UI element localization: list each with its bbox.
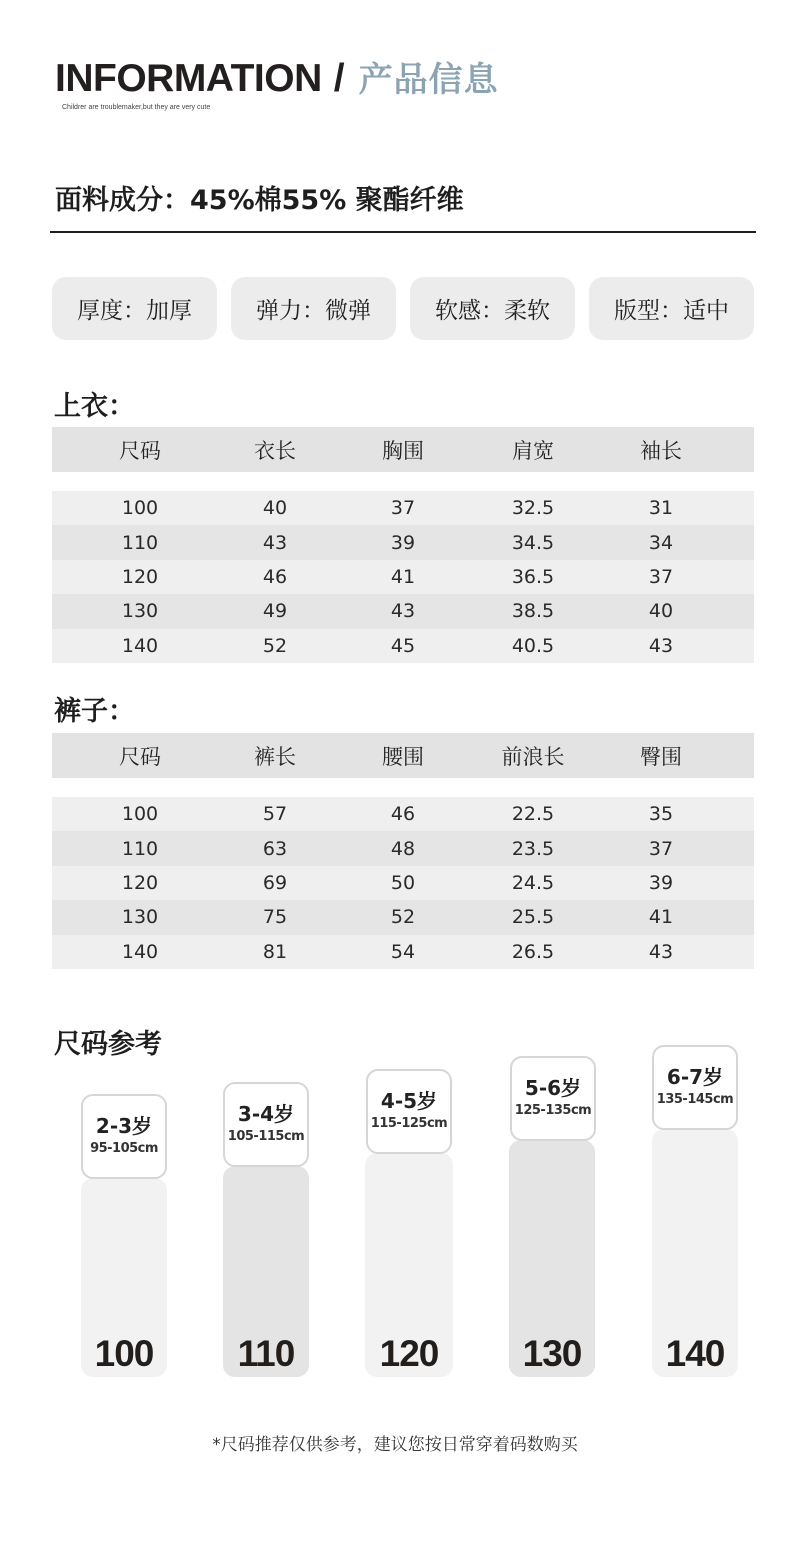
table-cell: 52 bbox=[262, 634, 288, 657]
size-bar-130 bbox=[509, 1140, 595, 1377]
column-header: 袖长 bbox=[640, 438, 682, 463]
size-bar-100 bbox=[81, 1178, 167, 1377]
top-section-title: 上衣： bbox=[54, 391, 135, 422]
table-cell: 140 bbox=[121, 940, 159, 963]
size-bar-110 bbox=[223, 1166, 309, 1377]
table-cell: 45 bbox=[390, 634, 416, 657]
table-row bbox=[52, 525, 754, 559]
table-cell: 31 bbox=[648, 497, 674, 520]
height-range: 105-115cm bbox=[227, 1129, 305, 1144]
table-cell: 38.5 bbox=[511, 600, 555, 623]
size-bubble-110 bbox=[223, 1082, 309, 1167]
size-reference-title: 尺码参考 bbox=[54, 1029, 162, 1060]
table-cell: 130 bbox=[121, 906, 159, 929]
table-cell: 43 bbox=[390, 600, 416, 623]
title-separator: / bbox=[333, 57, 345, 100]
table-cell: 69 bbox=[262, 871, 288, 894]
table-cell: 63 bbox=[262, 837, 288, 860]
column-header: 肩宽 bbox=[512, 438, 554, 463]
table-cell: 34 bbox=[648, 531, 674, 554]
table-cell: 41 bbox=[390, 565, 416, 588]
table-cell: 130 bbox=[121, 600, 159, 623]
size-bar-140 bbox=[652, 1129, 738, 1377]
table-cell: 75 bbox=[262, 906, 288, 929]
size-bar-label: 120 bbox=[379, 1333, 439, 1374]
table-cell: 22.5 bbox=[511, 803, 555, 826]
height-range: 125-135cm bbox=[514, 1103, 592, 1118]
column-header: 臀围 bbox=[640, 744, 682, 769]
table-cell: 46 bbox=[262, 565, 288, 588]
age-range: 4-5岁 bbox=[380, 1089, 438, 1113]
table-cell: 40.5 bbox=[511, 634, 555, 657]
table-row bbox=[52, 797, 754, 831]
column-header: 裤长 bbox=[254, 744, 296, 769]
column-header: 胸围 bbox=[382, 438, 424, 463]
table-header bbox=[52, 733, 754, 778]
header-subtitle: Childrer are troublemaker,but they are very cute bbox=[62, 104, 211, 111]
table-cell: 25.5 bbox=[511, 906, 555, 929]
size-bar-label: 110 bbox=[237, 1333, 295, 1374]
table-cell: 37 bbox=[648, 565, 674, 588]
title-english: INFORMATION bbox=[55, 57, 322, 100]
size-bar-label: 130 bbox=[522, 1333, 582, 1374]
size-bubble-130 bbox=[510, 1056, 596, 1141]
table-cell: 49 bbox=[262, 600, 288, 623]
table-cell: 26.5 bbox=[511, 940, 555, 963]
table-cell: 35 bbox=[648, 803, 674, 826]
size-bubble-100 bbox=[81, 1094, 167, 1179]
property-tag-thickness: 厚度：加厚 bbox=[52, 277, 217, 340]
table-cell: 46 bbox=[390, 803, 416, 826]
table-cell: 43 bbox=[648, 940, 674, 963]
table-cell: 54 bbox=[390, 940, 416, 963]
age-range: 3-4岁 bbox=[237, 1102, 295, 1126]
table-cell: 110 bbox=[121, 837, 159, 860]
table-body bbox=[52, 491, 754, 663]
title-chinese: 产品信息 bbox=[358, 60, 499, 100]
size-bubble-140 bbox=[652, 1045, 738, 1130]
table-cell: 34.5 bbox=[511, 531, 555, 554]
size-bar-120 bbox=[365, 1153, 453, 1377]
header-title bbox=[55, 52, 499, 104]
table-row bbox=[52, 629, 754, 663]
size-bar-label: 140 bbox=[665, 1333, 725, 1374]
column-header: 尺码 bbox=[119, 438, 161, 463]
column-header: 腰围 bbox=[382, 744, 424, 769]
table-row bbox=[52, 560, 754, 594]
height-range: 95-105cm bbox=[90, 1141, 158, 1156]
table-cell: 52 bbox=[390, 906, 416, 929]
table-cell: 40 bbox=[648, 600, 674, 623]
age-range: 6-7岁 bbox=[666, 1065, 724, 1089]
column-header: 衣长 bbox=[254, 438, 296, 463]
table-row bbox=[52, 935, 754, 969]
table-cell: 39 bbox=[390, 531, 416, 554]
table-row bbox=[52, 491, 754, 525]
table-cell: 43 bbox=[262, 531, 288, 554]
property-tags bbox=[52, 277, 754, 340]
size-bubble-120 bbox=[366, 1069, 452, 1154]
table-row bbox=[52, 900, 754, 934]
table-cell: 37 bbox=[648, 837, 674, 860]
table-cell: 24.5 bbox=[511, 871, 555, 894]
divider bbox=[50, 231, 756, 233]
column-header: 前浪长 bbox=[501, 744, 565, 769]
table-row bbox=[52, 831, 754, 865]
table-cell: 50 bbox=[390, 871, 416, 894]
size-bar-label: 100 bbox=[94, 1333, 154, 1374]
pants-section-title: 裤子： bbox=[54, 696, 135, 727]
column-header: 尺码 bbox=[119, 744, 161, 769]
age-range: 5-6岁 bbox=[524, 1076, 582, 1100]
table-cell: 48 bbox=[390, 837, 416, 860]
fabric-composition: 面料成分：45%棉55% 聚酯纤维 bbox=[55, 185, 464, 216]
height-range: 135-145cm bbox=[656, 1092, 734, 1107]
table-header bbox=[52, 427, 754, 472]
table-cell: 36.5 bbox=[511, 565, 555, 588]
table-cell: 120 bbox=[121, 565, 159, 588]
table-cell: 100 bbox=[121, 497, 159, 520]
table-cell: 41 bbox=[648, 906, 674, 929]
table-cell: 40 bbox=[262, 497, 288, 520]
pants-size-table bbox=[52, 733, 754, 969]
table-cell: 140 bbox=[121, 634, 159, 657]
height-range: 115-125cm bbox=[370, 1116, 448, 1131]
table-cell: 57 bbox=[262, 803, 288, 826]
table-cell: 81 bbox=[262, 940, 288, 963]
table-cell: 23.5 bbox=[511, 837, 555, 860]
property-tag-elasticity: 弹力：微弹 bbox=[231, 277, 396, 340]
property-tag-softness: 软感：柔软 bbox=[410, 277, 575, 340]
table-cell: 32.5 bbox=[511, 497, 555, 520]
table-body bbox=[52, 797, 754, 969]
table-row bbox=[52, 866, 754, 900]
table-cell: 100 bbox=[121, 803, 159, 826]
table-row bbox=[52, 594, 754, 628]
table-cell: 43 bbox=[648, 634, 674, 657]
table-cell: 37 bbox=[390, 497, 416, 520]
property-tag-fit: 版型：适中 bbox=[589, 277, 754, 340]
footnote: *尺码推荐仅供参考，建议您按日常穿着码数购买 bbox=[212, 1435, 578, 1455]
table-cell: 39 bbox=[648, 871, 674, 894]
table-cell: 110 bbox=[121, 531, 159, 554]
table-cell: 120 bbox=[121, 871, 159, 894]
age-range: 2-3岁 bbox=[95, 1114, 153, 1138]
top-size-table bbox=[52, 427, 754, 663]
